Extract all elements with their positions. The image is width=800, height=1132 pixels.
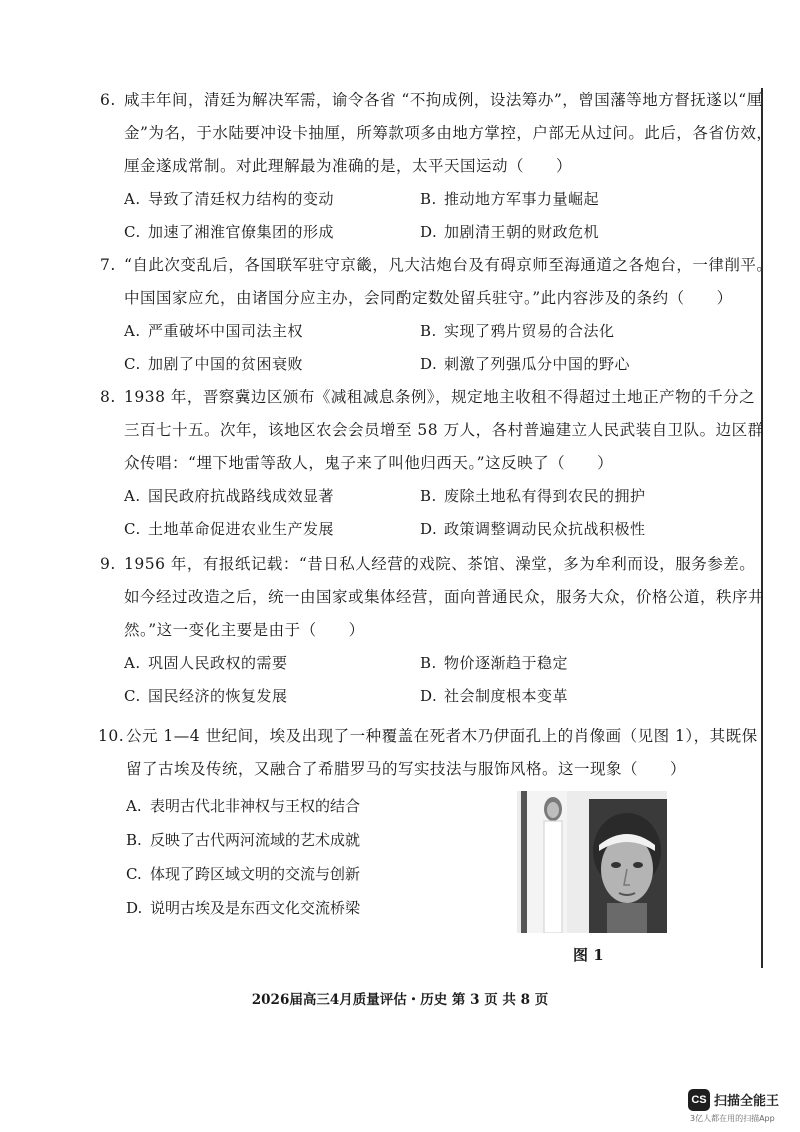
option-d[interactable]: D. 加剧清王朝的财政危机: [420, 223, 600, 241]
mummy-portrait-figure: [517, 791, 667, 933]
question-stem-line: 金”为名，于水陆要冲设卡抽厘，所筹款项多由地方掌控，户部无从过问。此后，各省仿效，: [124, 124, 773, 142]
scanner-app-name: 扫描全能王: [714, 1094, 780, 1109]
question-stem-line: 9. 1956 年，有报纸记载：“昔日私人经营的戏院、茶馆、澡堂，多为牟利而设，服务参差。: [100, 548, 750, 581]
page-footer: 2026届高三4月质量评估・历史 第 3 页 共 8 页: [251, 992, 549, 1008]
question-7: [100, 249, 773, 381]
option-a[interactable]: A. 表明古代北非神权与王权的结合: [126, 797, 361, 815]
option-row: [100, 480, 750, 513]
option-row: [100, 513, 750, 546]
question-stem-line: 厘金遂成常制。对此理解最为准确的是，太平天国运动（ ）: [124, 157, 573, 175]
cs-logo-icon: CS: [688, 1089, 710, 1111]
option-c[interactable]: C. 土地革命促进农业生产发展: [124, 520, 335, 538]
question-number: 6.: [100, 91, 116, 109]
question-stem-line: 众传唱：“埋下地雷等敌人，鬼子来了叫他归西天。”这反映了（ ）: [124, 454, 614, 472]
option-b[interactable]: B. 废除土地私有得到农民的拥护: [420, 487, 646, 505]
option-d[interactable]: D. 社会制度根本变革: [420, 687, 569, 705]
question-number: 8.: [100, 388, 116, 406]
question-9: [100, 548, 765, 713]
option-c[interactable]: C. 体现了跨区域文明的交流与创新: [126, 865, 361, 883]
question-stem-line: 三百七十五。次年，该地区农会会员增至 58 万人，各村普遍建立人民武装自卫队。边区群: [124, 421, 764, 439]
question-stem-line: 留了古埃及传统，又融合了希腊罗马的写实技法与服饰风格。这一现象（ ）: [126, 760, 687, 778]
option-b[interactable]: B. 物价逐渐趋于稳定: [420, 654, 569, 672]
option-row: [100, 647, 750, 680]
option-b[interactable]: B. 实现了鸦片贸易的合法化: [420, 322, 615, 340]
question-stem-line: 7. “自此次变乱后，各国联军驻守京畿，凡大沽炮台及有碍京师至海通道之各炮台，一律削平。: [100, 249, 750, 282]
question-number: 7.: [100, 256, 116, 274]
option-d[interactable]: D. 说明古埃及是东西文化交流桥梁: [126, 899, 361, 917]
option-c[interactable]: C. 加剧了中国的贫困衰败: [124, 355, 304, 373]
question-10: [98, 720, 758, 786]
option-row: [100, 216, 750, 249]
option-c[interactable]: C. 国民经济的恢复发展: [124, 687, 288, 705]
question-stem-line: 然。”这一变化主要是由于（ ）: [124, 621, 365, 639]
question-stem-line: 10. 公元 1—4 世纪间，埃及出现了一种覆盖在死者木乃伊面孔上的肖像画（见图 1），其既保: [98, 720, 748, 753]
option-d[interactable]: D. 刺激了列强瓜分中国的野心: [420, 355, 631, 373]
question-number: 10.: [98, 727, 125, 745]
margin-rule: [761, 88, 763, 968]
figure-caption: 图 1: [573, 946, 604, 964]
option-b[interactable]: B. 推动地方军事力量崛起: [420, 190, 600, 208]
question-number: 9.: [100, 555, 116, 573]
question-stem-line: 6. 咸丰年间，清廷为解决军需，谕令各省 “不拘成例，设法筹办”，曾国藩等地方督抚遂以“厘: [100, 84, 750, 117]
option-row: [100, 315, 750, 348]
option-a[interactable]: A. 巩固人民政权的需要: [124, 654, 288, 672]
question-8: [100, 381, 764, 546]
option-a[interactable]: A. 国民政府抗战路线成效显著: [124, 487, 335, 505]
option-b[interactable]: B. 反映了古代两河流域的艺术成就: [126, 831, 361, 849]
option-d[interactable]: D. 政策调整调动民众抗战积极性: [420, 520, 646, 538]
question-stem-line: 8. 1938 年，晋察冀边区颁布《减租减息条例》，规定地主收租不得超过土地正产物的千分之: [100, 381, 750, 414]
question-6: [100, 84, 773, 249]
option-row: [100, 183, 750, 216]
question-stem-line: 中国国家应允，由诸国分应主办，会同酌定数处留兵驻守。”此内容涉及的条约（ ）: [124, 289, 733, 307]
option-a[interactable]: A. 严重破坏中国司法主权: [124, 322, 304, 340]
scanner-watermark: [688, 1087, 798, 1127]
option-a[interactable]: A. 导致了清廷权力结构的变动: [124, 190, 335, 208]
question-stem-line: 如今经过改造之后，统一由国家或集体经营，面向普通民众，服务大众，价格公道，秩序井: [124, 588, 765, 606]
option-c[interactable]: C. 加速了湘淮官僚集团的形成: [124, 223, 335, 241]
scanner-tagline: 3亿人都在用的扫描App: [690, 1114, 775, 1123]
option-row: [100, 348, 750, 381]
option-row: [100, 680, 750, 713]
